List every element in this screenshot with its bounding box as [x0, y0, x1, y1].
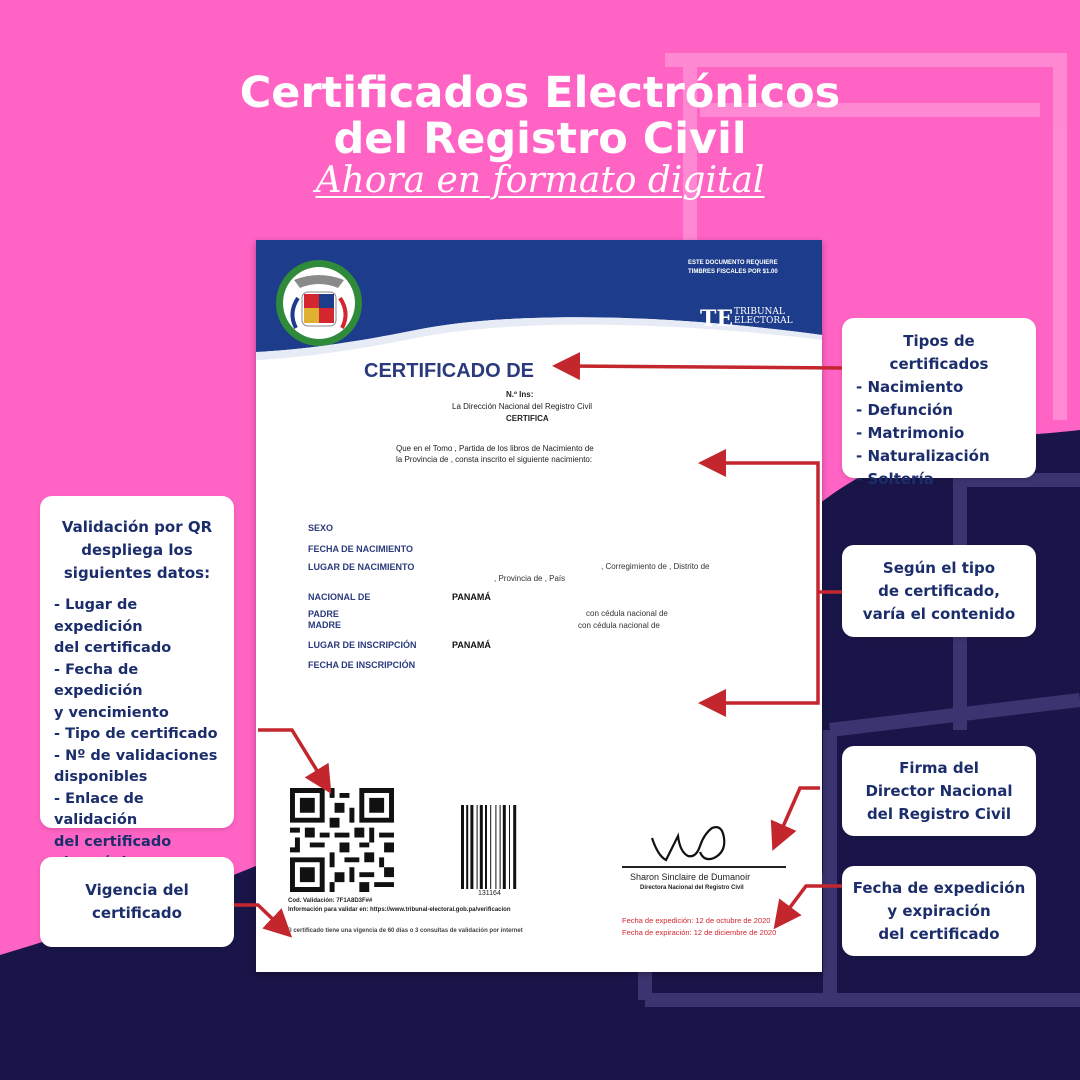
- card-qr-item-3: - Fecha de expedición: [54, 661, 143, 699]
- validation-info: Información para validar en: https://www.tribunal-electoral.gob.pa/verificacion: [288, 907, 511, 913]
- card-validity-line-1: Vigencia del: [85, 881, 189, 899]
- barcode-bar: [500, 805, 501, 889]
- card-qr-item-7: disponibles: [54, 769, 148, 785]
- card-dates: [842, 866, 1036, 956]
- header-notice-2: TIMBRES FISCALES POR $1.00: [688, 269, 778, 275]
- te-logo: TE: [700, 306, 734, 332]
- card-qr-item-9: del certificado: [54, 833, 172, 850]
- intro-line-2: la Provincia de , consta inscrito el siguiente nacimiento:: [396, 455, 593, 464]
- card-qr-item-5: - Tipo de certificado: [54, 726, 218, 742]
- card-qr-item-4: y vencimiento: [54, 704, 169, 721]
- validity-note: El certificado tiene una vigencia de 60 días o 3 consultas de validación por internet: [286, 928, 523, 934]
- coat-of-arms-icon: [274, 258, 364, 348]
- intro-line-1: Que en el Tomo , Partida de los libros de Nacimiento de: [396, 444, 594, 453]
- signature-line: [622, 866, 786, 868]
- issue-date: Fecha de expedición: 12 de octubre de 2020: [622, 916, 771, 925]
- barcode-bar: [503, 805, 506, 889]
- card-content-varies: [842, 545, 1036, 637]
- lugar-nacimiento-text-1: , Corregimiento de , Distrito de: [601, 562, 710, 571]
- card-content-line-2: de certificado,: [878, 581, 1000, 600]
- card-signature-line-2: Director Nacional: [865, 781, 1013, 800]
- card-dates-line-2: y expiración: [887, 901, 991, 920]
- inscription-number: N.º Ins:: [506, 390, 534, 399]
- page-title-line-1: Certificados Electrónicos: [239, 68, 841, 118]
- card-validity-line-2: certificado: [92, 904, 182, 922]
- field-lugar-inscripcion: LUGAR DE INSCRIPCIÓN: [308, 640, 417, 650]
- certificate-heading: CERTIFICADO DE: [364, 360, 534, 382]
- signer-title: Directora Nacional del Registro Civil: [640, 885, 744, 891]
- card-types-item-matrimonio: - Matrimonio: [856, 424, 965, 442]
- barcode-bar: [509, 805, 510, 889]
- field-madre: MADRE: [308, 620, 341, 630]
- signer-name: Sharon Sinclaire de Dumanoir: [630, 872, 751, 882]
- barcode-bar: [461, 805, 464, 889]
- field-fecha-inscripcion: FECHA DE INSCRIPCIÓN: [308, 660, 416, 670]
- madre-text: con cédula nacional de: [578, 621, 660, 630]
- barcode-icon: [460, 805, 522, 889]
- field-nacional-value: PANAMÁ: [452, 592, 491, 602]
- card-content-line-1: Según el tipo: [882, 558, 996, 577]
- barcode-bar: [495, 805, 496, 889]
- card-types-item-nacimiento: - Nacimiento: [856, 378, 964, 396]
- te-logo-text-2: ELECTORAL: [734, 316, 793, 326]
- direccion-text: La Dirección Nacional del Registro Civil: [452, 402, 593, 411]
- barcode-bar: [470, 805, 473, 889]
- signature-icon: [644, 818, 744, 868]
- card-qr-title-3: siguientes datos:: [63, 564, 211, 582]
- card-types-item-defuncion: - Defunción: [856, 401, 953, 419]
- card-signature-line-1: Firma del: [899, 758, 979, 777]
- header-notice-1: ESTE DOCUMENTO REQUIERE: [688, 260, 778, 266]
- field-sexo: SEXO: [308, 523, 334, 533]
- card-dates-line-1: Fecha de expedición: [852, 878, 1026, 897]
- page-subtitle: Ahora en formato digital: [315, 160, 765, 201]
- page-title-line-2: del Registro Civil: [333, 114, 747, 164]
- barcode-bar: [480, 805, 483, 889]
- card-content-line-3: varía el contenido: [862, 604, 1016, 623]
- padre-text: con cédula nacional de: [586, 609, 668, 618]
- barcode-bar: [466, 805, 468, 889]
- card-types-item-naturalizacion: - Naturalización: [856, 447, 990, 465]
- card-types-title: Tipos de certificados: [889, 332, 989, 373]
- card-qr-item-6: - Nº de validaciones: [54, 747, 218, 764]
- card-qr-title-1: Validación por QR: [61, 518, 213, 536]
- barcode-bar: [477, 805, 478, 889]
- certificate-document: [256, 240, 822, 972]
- card-certificate-types: [842, 318, 1036, 488]
- card-qr-title-2: despliega los: [81, 541, 193, 559]
- card-types-item-solteria: - Soltería: [856, 470, 934, 488]
- barcode-bar: [490, 805, 491, 889]
- card-signature-line-3: del Registro Civil: [866, 804, 1012, 823]
- lugar-nacimiento-text-2: , Provincia de , País: [494, 574, 566, 583]
- field-nacional: NACIONAL DE: [308, 592, 371, 602]
- card-qr-item-2: del certificado: [54, 640, 172, 656]
- expiry-date: Fecha de expiración: 12 de diciembre de 2020: [622, 928, 777, 937]
- validation-code: Cod. Validación: 7F1A8D3F##: [288, 898, 373, 904]
- field-lugar-inscripcion-value: PANAMÁ: [452, 640, 491, 650]
- qr-code-icon[interactable]: [290, 788, 394, 892]
- card-dates-line-3: del certificado: [878, 924, 1000, 943]
- card-qr-item-1: - Lugar de expedición: [54, 597, 143, 635]
- card-signature: [842, 746, 1036, 836]
- barcode-number: 131164: [478, 890, 501, 897]
- te-logo-text-1: TRIBUNAL: [734, 307, 785, 317]
- card-qr-validation: [40, 496, 234, 850]
- certifica-text: CERTIFICA: [506, 414, 549, 423]
- card-qr-item-8: - Enlace de validación: [54, 790, 144, 828]
- field-fecha-nacimiento: FECHA DE NACIMIENTO: [308, 544, 414, 554]
- barcode-bar: [485, 805, 487, 889]
- field-padre: PADRE: [308, 609, 339, 619]
- field-lugar-nacimiento: LUGAR DE NACIMIENTO: [308, 562, 415, 572]
- barcode-bar: [513, 805, 516, 889]
- card-validity: [40, 857, 234, 947]
